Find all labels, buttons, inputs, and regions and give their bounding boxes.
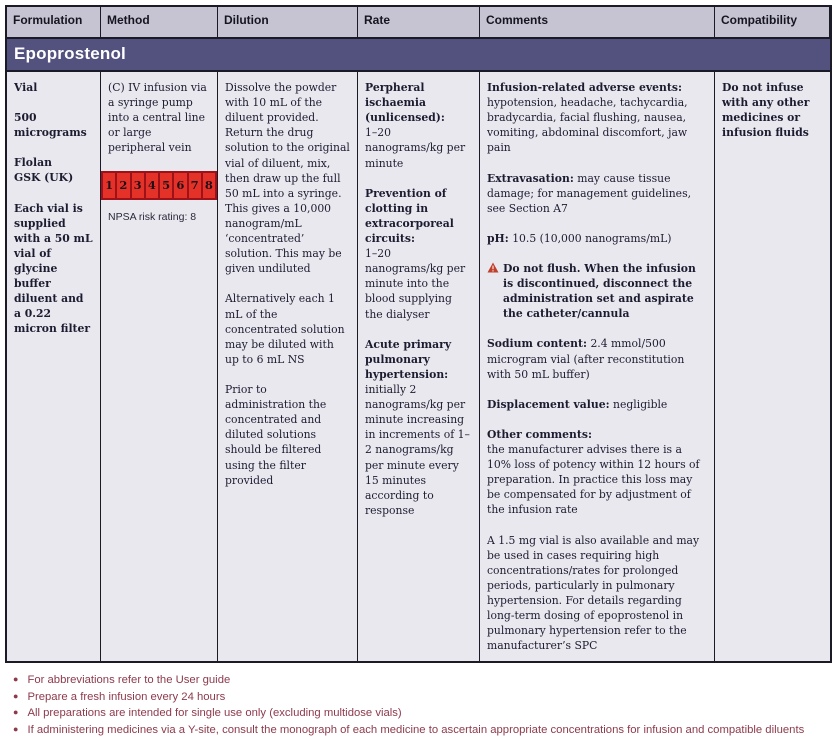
footer-note	[13, 705, 832, 721]
rate-dose: 1–20 nanograms/kg per minute into the blood supplying the dialyser	[365, 247, 466, 321]
risk-scale-segment: 6	[174, 173, 188, 198]
formulation-presentation: Vial	[14, 81, 38, 94]
dilution-cell	[218, 72, 358, 661]
note-label: Extravasation:	[487, 171, 574, 185]
risk-scale-segment: 5	[160, 173, 174, 198]
rate-indication-heading: Prevention of clotting in extracorporeal circuits:	[365, 186, 454, 245]
bullet-icon: ●	[13, 690, 19, 701]
note-label: Sodium content:	[487, 337, 587, 351]
rate-cell	[358, 72, 480, 661]
rate-section-clotting-prevention	[365, 186, 472, 322]
column-header-compatibility: Compatibility	[715, 7, 830, 39]
manufacturer-name: GSK (UK)	[14, 171, 74, 185]
warning-triangle-icon	[487, 262, 499, 321]
rate-indication-heading: Acute primary pulmonary hypertension:	[365, 337, 452, 381]
rate-dose: initially 2 nanograms/kg per minute increasing in increments of 1–2 nanograms/kg per minute every 15 minutes according to response	[365, 382, 470, 517]
note-text: hypotension, headache, tachycardia, bradycardia, facial flushing, nausea, vomiting, abdominal discomfort, jaw pain	[487, 96, 688, 155]
formulation-brand	[14, 155, 93, 185]
footer-note-text: All preparations are intended for single use only (excluding multidose vials)	[27, 707, 402, 720]
npsa-risk-scale	[101, 171, 217, 200]
bullet-icon: ●	[13, 723, 19, 734]
method-description: (C) IV infusion via a syringe pump into a central line or large peripheral vein	[108, 81, 207, 155]
risk-scale-segment: 7	[189, 173, 203, 198]
other-comments-note	[487, 427, 707, 518]
rate-section-pulmonary-hypertension	[365, 337, 472, 518]
footer-note-text: For abbreviations refer to the User guide	[27, 674, 231, 687]
footer-note	[13, 689, 832, 705]
alternative-vial-note: A 1.5 mg vial is also available and may be used in cases requiring high concentrations/rates for prolonged periods, particularly in pulmonary hypertension. For details regarding long-term dosing of epoprostenol in pulmonary hypertension refer to the manufacturer’s SPC	[487, 533, 700, 653]
note-label: Infusion-related adverse events:	[487, 81, 682, 94]
ph-note	[487, 231, 707, 246]
risk-scale-segment: 1	[101, 173, 117, 198]
column-header-formulation: Formulation	[7, 7, 101, 39]
note-text: 10.5 (10,000 nanograms/mL)	[512, 231, 672, 245]
note-text: 2.4 mmol/500 microgram vial (after reconstitution with 50 mL buffer)	[487, 337, 685, 381]
footer-note	[13, 722, 832, 738]
risk-scale-segment: 8	[203, 173, 217, 198]
bullet-icon: ●	[13, 707, 19, 718]
formulation-strength: 500 micrograms	[14, 111, 87, 140]
note-label: Other comments:	[487, 427, 592, 441]
note-text: negligible	[613, 397, 668, 411]
rate-indication-heading: Perpheral ischaemia (unlicensed):	[365, 81, 445, 125]
method-cell	[101, 72, 218, 661]
monograph-table	[5, 5, 832, 663]
dilution-filter-note: Prior to administration the concentrated and diluted solutions should be filtered using the filter provided	[225, 382, 327, 487]
column-header-dilution: Dilution	[218, 7, 358, 39]
extravasation-note	[487, 171, 707, 216]
dilution-instructions: Dissolve the powder with 10 mL of the diluent provided. Return the drug solution to the original vial of diluent, mix, then draw up the full 50 mL into a syringe. This gives a 10,000 nanogram/mL ‘concentrated’ solution. This may be given undiluted	[225, 81, 350, 276]
note-text: may cause tissue damage; for management guidelines, see Section A7	[487, 171, 692, 215]
dilution-alternative: Alternatively each 1 mL of the concentrated solution may be diluted with up to 6 mL NS	[225, 292, 345, 366]
risk-scale-segment: 2	[117, 173, 131, 198]
rate-section-peripheral-ischaemia	[365, 80, 472, 171]
brand-name: Flolan	[14, 156, 52, 170]
formulation-supply-note: Each vial is supplied with a 50 mL vial of glycine buffer diluent and a 0.22 micron filter	[14, 201, 93, 336]
note-label: Displacement value:	[487, 397, 610, 411]
formulation-cell	[7, 72, 101, 661]
footer-note	[13, 672, 832, 688]
compatibility-note: Do not infuse with any other medicines or infusion fluids	[722, 81, 810, 140]
footer-note-text: Prepare a fresh infusion every 24 hours	[27, 690, 226, 703]
sodium-content-note	[487, 336, 707, 381]
compatibility-cell	[715, 72, 830, 661]
displacement-value-note	[487, 397, 707, 412]
warning-text: Do not flush. When the infusion is discontinued, disconnect the administration set and aspirate the catheter/cannula	[503, 261, 696, 321]
do-not-flush-warning	[487, 261, 707, 321]
risk-scale-segment: 3	[132, 173, 146, 198]
comments-cell	[480, 72, 715, 661]
note-label: pH:	[487, 231, 509, 245]
adverse-events-note	[487, 80, 707, 156]
column-header-rate: Rate	[358, 7, 480, 39]
footer-notes	[5, 672, 832, 738]
bullet-icon: ●	[13, 674, 19, 685]
note-text: the manufacturer advises there is a 10% loss of potency within 12 hours of preparation. In practice this loss may be compensated for by adjustment of the infusion rate	[487, 442, 700, 517]
footer-note-text: If administering medicines via a Y-site, consult the monograph of each medicine to ascertain appropriate concentrations for infusion and compatible diluents	[27, 723, 805, 736]
column-header-method: Method	[101, 7, 218, 39]
drug-name-band: Epoprostenol	[7, 39, 830, 72]
rate-dose: 1–20 nanograms/kg per minute	[365, 126, 466, 170]
npsa-risk-rating-label: NPSA risk rating: 8	[108, 210, 197, 223]
risk-scale-segment: 4	[146, 173, 160, 198]
column-header-comments: Comments	[480, 7, 715, 39]
